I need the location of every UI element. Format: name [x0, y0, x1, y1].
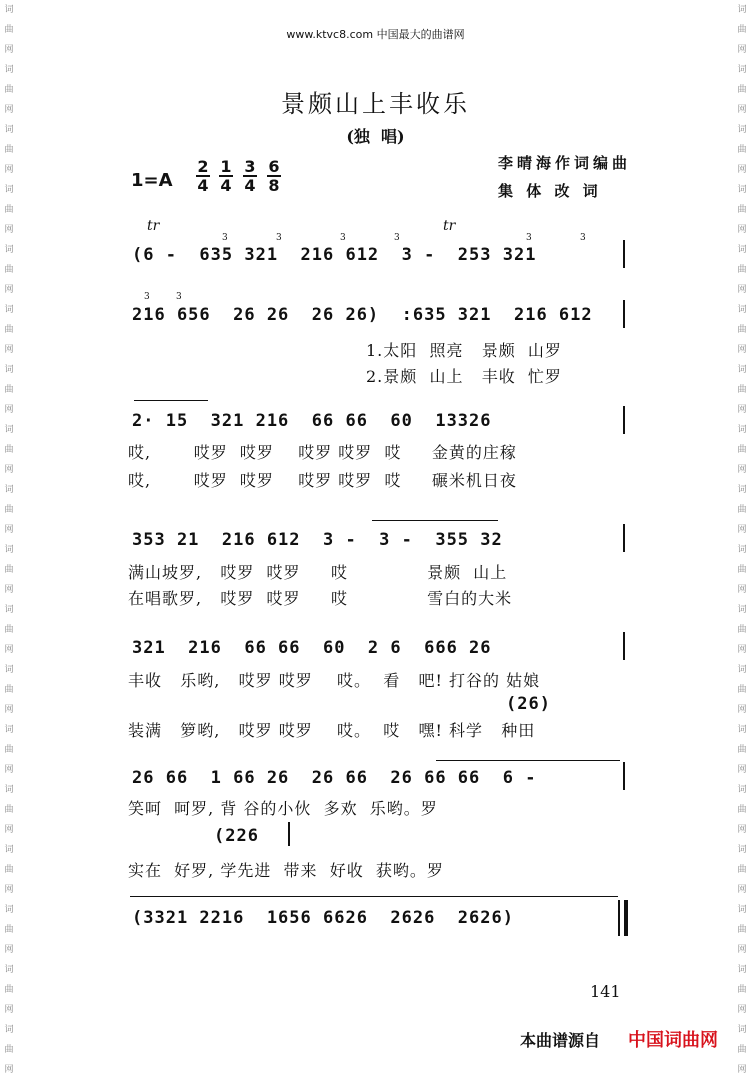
- triplet-mark: 3: [580, 233, 586, 243]
- barline: [623, 240, 625, 268]
- triplet-mark: 3: [526, 233, 532, 243]
- notation-line: (6 - 635 321 216 612 3 - 253 321: [132, 245, 537, 265]
- notation-line: 26 66 1 66 26 26 66 26 66 66 6 -: [132, 768, 537, 788]
- right-watermark: [735, 0, 749, 1075]
- barline: [623, 300, 625, 328]
- watermark-column: 词曲网词曲网词曲网词曲网词曲网词曲网词曲网词曲网词曲网词曲网词曲网词曲网词曲网词曲网词曲网词曲网词曲网词曲网: [737, 5, 747, 1075]
- alt-notation: (26): [506, 694, 551, 714]
- source-site-link[interactable]: 中国词曲网: [628, 1030, 718, 1051]
- time-signature: 6 8: [268, 157, 280, 195]
- composer-credit: 李晴海作词编曲: [498, 154, 632, 172]
- song-subtitle: (独 唱): [346, 127, 405, 146]
- watermark-column: 词曲网词曲网词曲网词曲网词曲网词曲网词曲网词曲网词曲网词曲网词曲网词曲网词曲网词曲网词曲网词曲网词曲网词曲网: [4, 5, 14, 1075]
- lyric-line: 哎, 哎罗 哎罗 哎罗 哎罗 哎 金黄的庄稼: [128, 443, 517, 462]
- lyric-line: 2.景颇 山上 丰收 忙罗: [366, 367, 562, 386]
- notation-line: 2· 15 321 216 66 66 60 13326: [132, 411, 492, 431]
- barline: [618, 900, 620, 936]
- lyricist-credit: 集 体 改 词: [498, 182, 602, 200]
- triplet-mark: 3: [340, 233, 346, 243]
- barline: [623, 762, 625, 790]
- lyric-line: 在唱歌罗, 哎罗 哎罗 哎 雪白的大米: [128, 589, 513, 608]
- time-signature: 3 4: [244, 157, 256, 195]
- triplet-mark: 3: [176, 292, 182, 302]
- lyric-line: 哎, 哎罗 哎罗 哎罗 哎罗 哎 碾米机日夜: [128, 471, 517, 490]
- triplet-mark: 3: [276, 233, 282, 243]
- tie-arc: [134, 400, 208, 401]
- barline: [288, 822, 290, 846]
- lyric-line: 实在 好罗, 学先进 带来 好收 获哟。罗: [128, 861, 444, 880]
- source-label: 本曲谱源自: [520, 1031, 601, 1050]
- trill-mark: tr: [147, 218, 160, 234]
- barline: [623, 632, 625, 660]
- time-signature: 1 4: [220, 157, 232, 195]
- alt-notation: (226: [214, 826, 259, 846]
- notation-line: 216 656 26 26 26 26) :635 321 216 612: [132, 305, 593, 325]
- lyric-line: 满山坡罗, 哎罗 哎罗 哎 景颇 山上: [128, 563, 508, 582]
- tie-arc: [436, 760, 620, 761]
- site-header[interactable]: www.ktvc8.com 中国最大的曲谱网: [286, 28, 465, 41]
- song-title: 景颇山上丰收乐: [281, 90, 470, 118]
- triplet-mark: 3: [144, 292, 150, 302]
- notation-line: 353 21 216 612 3 - 3 - 355 32: [132, 530, 503, 550]
- notation-line: (3321 2216 1656 6626 2626 2626): [132, 908, 514, 928]
- tie-arc: [372, 520, 498, 521]
- trill-mark: tr: [443, 218, 456, 234]
- page-number: 141: [590, 982, 621, 1001]
- barline: [623, 406, 625, 434]
- notation-line: 321 216 66 66 60 2 6 666 26: [132, 638, 492, 658]
- lyric-line: 装满 箩哟, 哎罗 哎罗 哎。 哎 嘿! 科学 种田: [128, 721, 536, 740]
- final-barline: [624, 900, 628, 936]
- lyric-line: 1.太阳 照亮 景颇 山罗: [366, 341, 562, 360]
- key-signature: 1=A: [131, 170, 173, 191]
- time-signature: 2 4: [197, 157, 209, 195]
- left-watermark: [2, 0, 16, 1075]
- lyric-line: 丰收 乐哟, 哎罗 哎罗 哎。 看 吧! 打谷的 姑娘: [128, 671, 541, 690]
- triplet-mark: 3: [394, 233, 400, 243]
- volta-line: [130, 896, 618, 897]
- barline: [623, 524, 625, 552]
- triplet-mark: 3: [222, 233, 228, 243]
- lyric-line: 笑呵 呵罗, 背 谷的小伙 多欢 乐哟。罗: [128, 799, 438, 818]
